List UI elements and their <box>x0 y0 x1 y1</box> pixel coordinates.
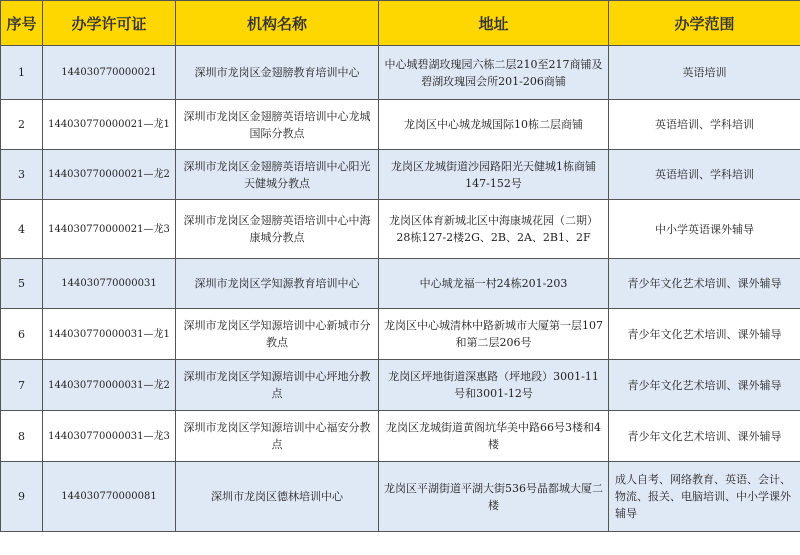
cell-scope: 青少年文化艺术培训、课外辅导 <box>609 411 800 462</box>
table-row <box>1 150 800 200</box>
cell-address: 龙岗区坪地街道深惠路（坪地段）3001-11号和3001-12号 <box>379 360 609 411</box>
cell-name: 深圳市龙岗区金翅膀英语培训中心中海康城分教点 <box>176 200 379 259</box>
cell-name: 深圳市龙岗区金翅膀教育培训中心 <box>176 46 379 100</box>
cell-address: 龙岗区龙城街道沙园路阳光天健城1栋商铺147-152号 <box>379 150 609 200</box>
table-row <box>1 46 800 100</box>
cell-name: 深圳市龙岗区学知源培训中心坪地分教点 <box>176 360 379 411</box>
cell-address: 龙岗区中心城清林中路新城市大厦第一层107和第二层206号 <box>379 309 609 360</box>
cell-no: 8 <box>1 411 43 462</box>
cell-license: 144030770000031—龙3 <box>43 411 176 462</box>
header-scope: 办学范围 <box>609 1 800 46</box>
header-address: 地址 <box>379 1 609 46</box>
cell-address: 龙岗区体育新城北区中海康城花园（二期）28栋127-2楼2G、2B、2A、2B1、2F <box>379 200 609 259</box>
cell-no: 3 <box>1 150 43 200</box>
cell-scope: 英语培训、学科培训 <box>609 150 800 200</box>
cell-scope: 青少年文化艺术培训、课外辅导 <box>609 309 800 360</box>
header-no: 序号 <box>1 1 43 46</box>
cell-name: 深圳市龙岗区学知源培训中心新城市分教点 <box>176 309 379 360</box>
table-row <box>1 259 800 309</box>
cell-scope: 英语培训、学科培训 <box>609 100 800 150</box>
cell-license: 144030770000081 <box>43 462 176 532</box>
cell-license: 144030770000031—龙1 <box>43 309 176 360</box>
cell-name: 深圳市龙岗区学知源教育培训中心 <box>176 259 379 309</box>
cell-no: 9 <box>1 462 43 532</box>
cell-name: 深圳市龙岗区金翅膀英语培训中心龙城国际分教点 <box>176 100 379 150</box>
cell-name: 深圳市龙岗区学知源培训中心福安分教点 <box>176 411 379 462</box>
table-row <box>1 462 800 532</box>
cell-scope: 青少年文化艺术培训、课外辅导 <box>609 360 800 411</box>
cell-license: 144030770000021—龙1 <box>43 100 176 150</box>
cell-license: 144030770000021 <box>43 46 176 100</box>
cell-no: 1 <box>1 46 43 100</box>
cell-no: 5 <box>1 259 43 309</box>
cell-license: 144030770000031—龙2 <box>43 360 176 411</box>
cell-address: 中心城龙福一村24栋201-203 <box>379 259 609 309</box>
table-row <box>1 100 800 150</box>
table-row <box>1 411 800 462</box>
cell-license: 144030770000031 <box>43 259 176 309</box>
cell-address: 中心城碧湖玫瑰园六栋二层210至217商铺及碧湖玫瑰园会所201-206商铺 <box>379 46 609 100</box>
cell-address: 龙岗区龙城街道黄阁坑华美中路66号3楼和4楼 <box>379 411 609 462</box>
cell-license: 144030770000021—龙3 <box>43 200 176 259</box>
cell-scope: 青少年文化艺术培训、课外辅导 <box>609 259 800 309</box>
cell-name: 深圳市龙岗区金翅膀英语培训中心阳光天健城分教点 <box>176 150 379 200</box>
table-row <box>1 360 800 411</box>
header-row <box>1 1 800 46</box>
cell-license: 144030770000021—龙2 <box>43 150 176 200</box>
table-row <box>1 309 800 360</box>
cell-name: 深圳市龙岗区德林培训中心 <box>176 462 379 532</box>
cell-address: 龙岗区平湖街道平湖大街536号晶都城大厦二楼 <box>379 462 609 532</box>
header-license: 办学许可证 <box>43 1 176 46</box>
cell-address: 龙岗区中心城龙城国际10栋二层商铺 <box>379 100 609 150</box>
cell-no: 2 <box>1 100 43 150</box>
table-row <box>1 200 800 259</box>
cell-scope: 英语培训 <box>609 46 800 100</box>
cell-no: 4 <box>1 200 43 259</box>
cell-no: 7 <box>1 360 43 411</box>
cell-scope: 成人自考、网络教育、英语、会计、物流、报关、电脑培训、中小学课外辅导 <box>609 462 800 532</box>
cell-scope: 中小学英语课外辅导 <box>609 200 800 259</box>
cell-no: 6 <box>1 309 43 360</box>
header-name: 机构名称 <box>176 1 379 46</box>
